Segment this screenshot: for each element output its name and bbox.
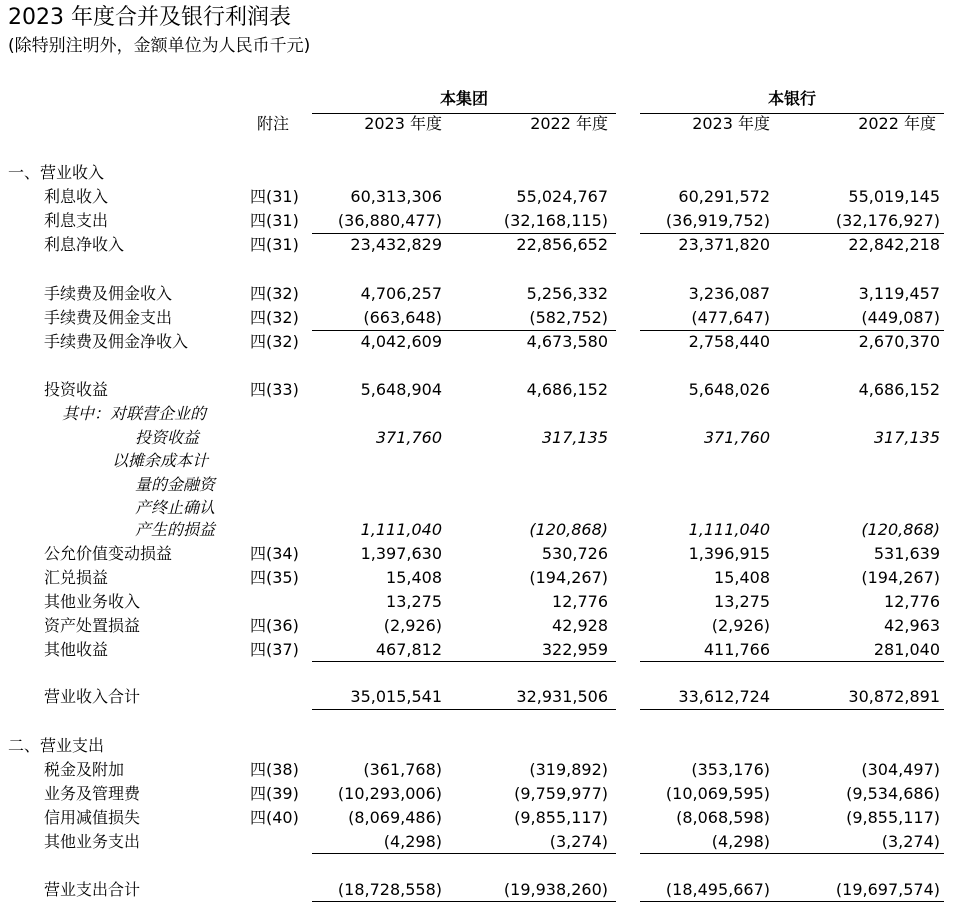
row-label: 业务及管理费: [44, 784, 141, 803]
bank-2023-value: 371,760: [703, 428, 770, 447]
row-label: 税金及附加: [44, 760, 125, 779]
row-label: 手续费及佣金支出: [44, 308, 173, 327]
bank-2023-value: (477,647): [691, 308, 770, 327]
subtotal-rule: [640, 853, 944, 854]
note-column-header: 附注: [257, 114, 290, 133]
bank-2022-value: 2,670,370: [858, 332, 940, 351]
group-2022-value: 55,024,767: [516, 187, 608, 206]
row-label: 量的金融资: [135, 475, 216, 494]
group-2023-value: 4,706,257: [360, 284, 442, 303]
row-note: 四(32): [250, 332, 299, 351]
bank-2022-value: (32,176,927): [835, 211, 940, 230]
row-label: 其他业务支出: [44, 832, 141, 851]
table-row: [0, 685, 961, 709]
total-rule: [640, 709, 944, 710]
row-label: 产终止确认: [135, 498, 216, 517]
group-header-label: 本集团: [439, 89, 488, 108]
row-note: 四(38): [250, 760, 299, 779]
row-note: 四(32): [250, 284, 299, 303]
group-2023-header: 2023 年度: [364, 114, 442, 133]
bank-2022-value: (304,497): [861, 760, 940, 779]
bank-2022-value: (9,534,686): [846, 784, 940, 803]
group-2023-value: 13,275: [386, 592, 442, 611]
group-2022-header: 2022 年度: [530, 114, 608, 133]
group-2022-value: (194,267): [529, 568, 608, 587]
bank-2023-value: (36,919,752): [665, 211, 770, 230]
bank-2022-value: (120,868): [861, 520, 940, 539]
table-row: [0, 806, 961, 830]
row-label: 投资收益: [135, 428, 200, 447]
table-row: [0, 426, 961, 450]
group-2022-value: (32,168,115): [503, 211, 608, 230]
row-label: 其他业务收入: [44, 592, 141, 611]
group-2022-value: (582,752): [529, 308, 608, 327]
bank-2023-value: (2,926): [711, 616, 770, 635]
group-2023-value: (2,926): [383, 616, 442, 635]
bank-2023-value: 2,758,440: [688, 332, 770, 351]
bank-2022-value: (9,855,117): [846, 808, 940, 827]
table-row: [0, 638, 961, 662]
table-row: [0, 449, 961, 473]
table-row: [0, 473, 961, 497]
table-row: [0, 878, 961, 902]
table-row: [0, 185, 961, 209]
group-2022-value: 12,776: [552, 592, 608, 611]
bank-2023-header: 2023 年度: [692, 114, 770, 133]
bank-2022-value: 4,686,152: [858, 380, 940, 399]
bank-2022-value: (449,087): [861, 308, 940, 327]
group-2023-value: (18,728,558): [337, 880, 442, 899]
row-note: 四(35): [250, 568, 299, 587]
table-row: [0, 402, 961, 426]
row-label: 投资收益: [44, 380, 109, 399]
group-2022-value: (319,892): [529, 760, 608, 779]
bank-2023-value: (353,176): [691, 760, 770, 779]
row-note: 四(32): [250, 308, 299, 327]
table-row: [0, 306, 961, 330]
subtotal-rule: [640, 661, 944, 662]
bank-2022-value: 281,040: [873, 640, 940, 659]
row-note: 四(40): [250, 808, 299, 827]
group-2023-value: 371,760: [375, 428, 442, 447]
group-2023-value: (10,293,006): [337, 784, 442, 803]
section-operating-income: [0, 161, 961, 185]
bank-2022-value: 3,119,457: [858, 284, 940, 303]
group-2022-value: (19,938,260): [503, 880, 608, 899]
row-label: 产生的损益: [135, 520, 216, 539]
group-2022-value: 4,686,152: [526, 380, 608, 399]
subtotal-rule: [312, 661, 616, 662]
bank-2023-value: 13,275: [714, 592, 770, 611]
bank-2023-value: 5,648,026: [688, 380, 770, 399]
row-label: 其他收益: [44, 640, 109, 659]
bank-2023-value: 60,291,572: [678, 187, 770, 206]
bank-2022-value: 317,135: [873, 428, 940, 447]
row-label: 利息收入: [44, 187, 109, 206]
group-2022-value: 42,928: [552, 616, 608, 635]
group-2023-value: 1,111,040: [360, 520, 442, 539]
bank-2022-value: 30,872,891: [848, 687, 940, 706]
section-label: 二、营业支出: [8, 736, 105, 755]
row-note: 四(37): [250, 640, 299, 659]
row-note: 四(31): [250, 211, 299, 230]
table-row: [0, 590, 961, 614]
row-label: 营业支出合计: [44, 880, 141, 899]
section-label: 一、营业收入: [8, 163, 105, 182]
bank-2022-value: (19,697,574): [835, 880, 940, 899]
table-row: [0, 830, 961, 854]
row-label: 利息净收入: [44, 235, 125, 254]
bank-2022-value: 531,639: [873, 544, 940, 563]
bank-2022-header: 2022 年度: [858, 114, 936, 133]
row-note: 四(31): [250, 187, 299, 206]
bank-2022-value: (194,267): [861, 568, 940, 587]
bank-2022-value: 55,019,145: [848, 187, 940, 206]
bank-2023-value: (18,495,667): [665, 880, 770, 899]
group-2023-value: (361,768): [363, 760, 442, 779]
bank-2023-value: 411,766: [703, 640, 770, 659]
bank-2022-value: 12,776: [884, 592, 940, 611]
page-subtitle: (除特别注明外，金额单位为人民币千元): [8, 36, 311, 56]
total-rule: [312, 901, 616, 902]
group-2022-value: 32,931,506: [516, 687, 608, 706]
total-rule: [312, 709, 616, 710]
bank-header-label: 本银行: [767, 89, 816, 108]
row-label: 手续费及佣金收入: [44, 284, 173, 303]
bank-2022-value: 22,842,218: [848, 235, 940, 254]
row-label: 利息支出: [44, 211, 109, 230]
bank-2023-value: (10,069,595): [665, 784, 770, 803]
group-2023-value: 467,812: [375, 640, 442, 659]
table-row: [0, 209, 961, 233]
group-2023-value: (663,648): [363, 308, 442, 327]
row-note: 四(36): [250, 616, 299, 635]
bank-2022-value: (3,274): [881, 832, 940, 851]
group-2023-value: (36,880,477): [337, 211, 442, 230]
row-note: 四(39): [250, 784, 299, 803]
group-2023-value: 60,313,306: [350, 187, 442, 206]
group-2022-value: (120,868): [529, 520, 608, 539]
group-2022-value: 317,135: [541, 428, 608, 447]
group-2023-value: 4,042,609: [360, 332, 442, 351]
group-2023-value: (4,298): [383, 832, 442, 851]
bank-2022-value: 42,963: [884, 616, 940, 635]
group-2022-value: 5,256,332: [526, 284, 608, 303]
row-label: 公允价值变动损益: [44, 544, 173, 563]
group-2023-value: (8,069,486): [348, 808, 442, 827]
bank-2023-value: (8,068,598): [676, 808, 770, 827]
table-row: [0, 282, 961, 306]
bank-2023-value: 1,396,915: [688, 544, 770, 563]
group-2023-value: 35,015,541: [350, 687, 442, 706]
table-row: [0, 782, 961, 806]
table-row: [0, 378, 961, 402]
table-row: [0, 233, 961, 257]
table-row: [0, 614, 961, 638]
group-2022-value: 4,673,580: [526, 332, 608, 351]
row-label: 营业收入合计: [44, 687, 141, 706]
table-row: [0, 542, 961, 566]
bank-2023-value: 23,371,820: [678, 235, 770, 254]
row-label: 汇兑损益: [44, 568, 109, 587]
group-header: [312, 88, 616, 110]
group-2023-value: 15,408: [386, 568, 442, 587]
group-2022-value: 22,856,652: [516, 235, 608, 254]
table-row: [0, 518, 961, 542]
bank-2023-value: 3,236,087: [688, 284, 770, 303]
group-2022-value: 322,959: [541, 640, 608, 659]
table-row: [0, 758, 961, 782]
section-operating-expenses: [0, 734, 961, 758]
row-label: 以摊余成本计: [112, 451, 209, 470]
bank-2023-value: (4,298): [711, 832, 770, 851]
row-note: 四(31): [250, 235, 299, 254]
total-rule: [640, 901, 944, 902]
group-2022-value: (3,274): [549, 832, 608, 851]
bank-2023-value: 33,612,724: [678, 687, 770, 706]
row-label: 信用减值损失: [44, 808, 141, 827]
bank-header: [640, 88, 944, 110]
row-label: 资产处置损益: [44, 616, 141, 635]
group-2023-value: 23,432,829: [350, 235, 442, 254]
row-label: 其中：对联营企业的: [62, 404, 207, 423]
row-label: 手续费及佣金净收入: [44, 332, 189, 351]
group-2022-value: 530,726: [541, 544, 608, 563]
page-title: 2023 年度合并及银行利润表: [8, 5, 291, 30]
row-note: 四(34): [250, 544, 299, 563]
group-2023-value: 5,648,904: [360, 380, 442, 399]
table-row: [0, 496, 961, 520]
bank-2023-value: 1,111,040: [688, 520, 770, 539]
row-note: 四(33): [250, 380, 299, 399]
group-2022-value: (9,759,977): [514, 784, 608, 803]
subtotal-rule: [312, 853, 616, 854]
bank-2023-value: 15,408: [714, 568, 770, 587]
group-2022-value: (9,855,117): [514, 808, 608, 827]
table-row: [0, 566, 961, 590]
table-row: [0, 330, 961, 354]
group-2023-value: 1,397,630: [360, 544, 442, 563]
